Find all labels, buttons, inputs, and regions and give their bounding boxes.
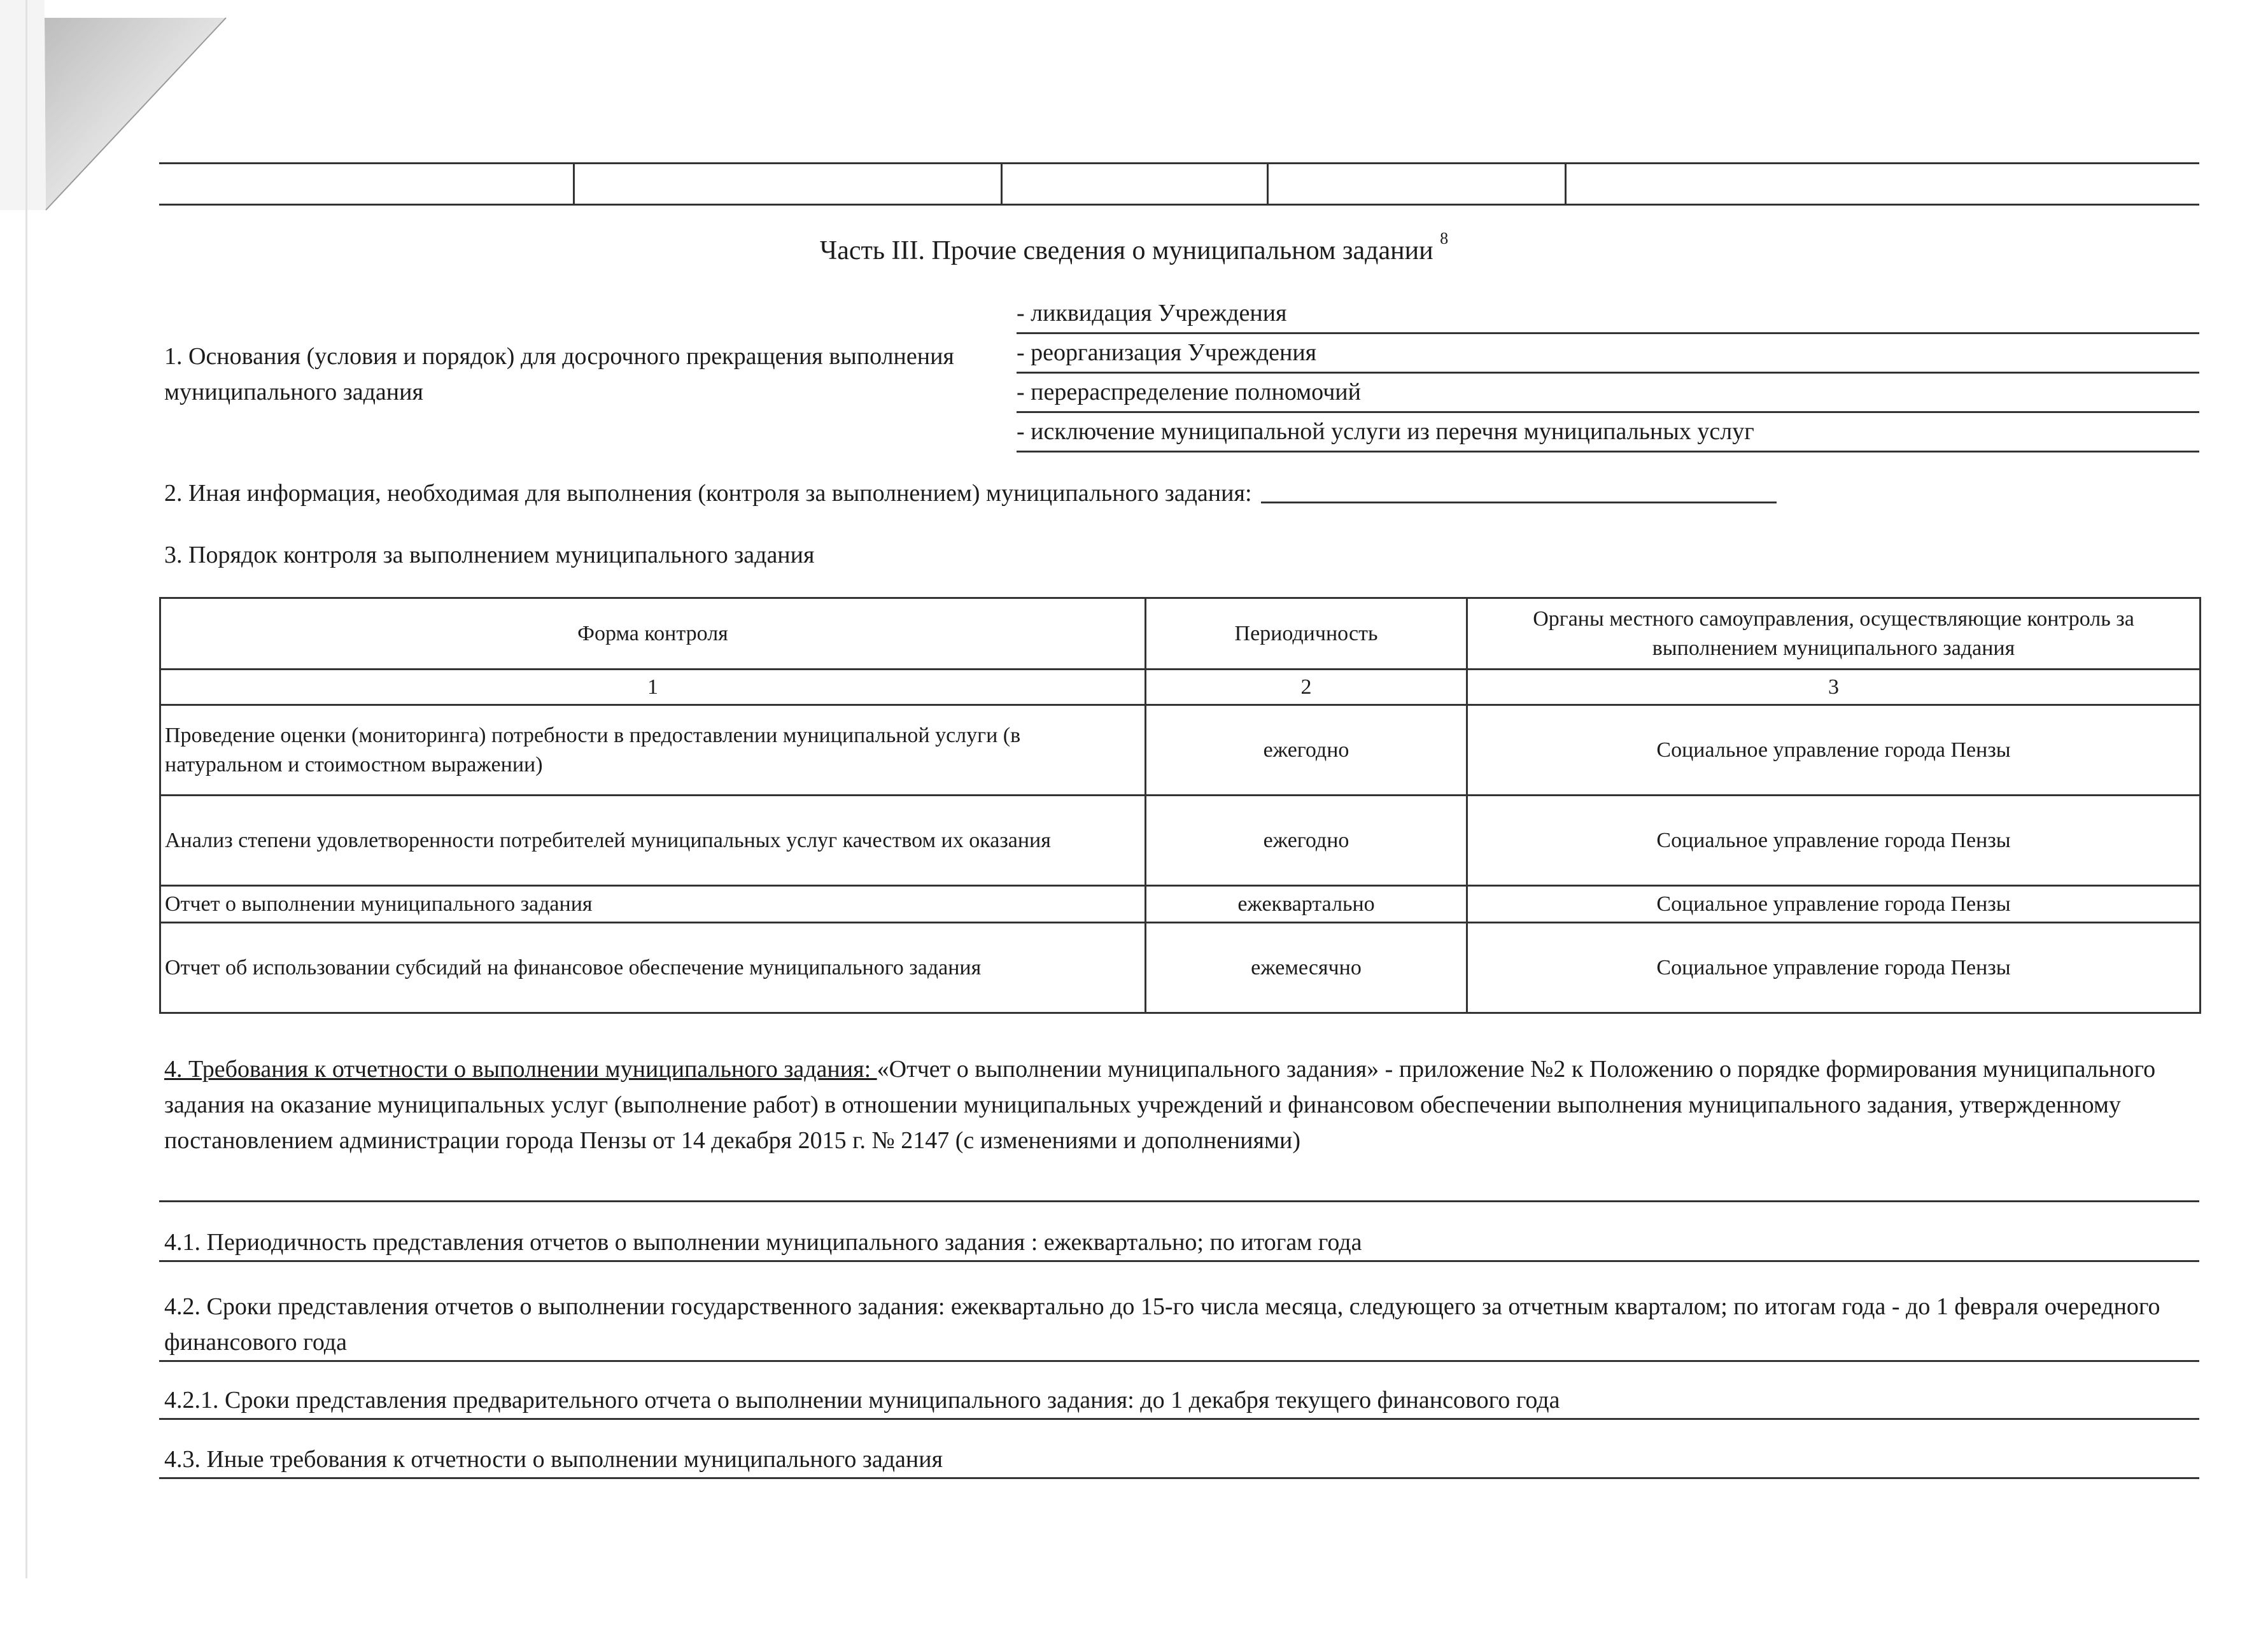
- reason-item: - исключение муниципальной услуги из перечня муниципальных услуг: [1017, 414, 2199, 453]
- termination-grounds-label: 1. Основания (условия и порядок) для досрочного прекращения выполнения муниципального задания: [164, 343, 954, 405]
- reporting-requirements-label: 4. Требования к отчетности о выполнении муниципального задания:: [164, 1056, 877, 1083]
- other-info-line: [164, 475, 2201, 511]
- control-form: Анализ степени удовлетворенности потребителей муниципальных услуг качеством их оказания: [160, 796, 1146, 886]
- column-number: 3: [1467, 670, 2201, 705]
- control-form: Проведение оценки (мониторинга) потребности в предоставлении муниципальной услуги (в натуральном и стоимостном выражении): [160, 705, 1146, 796]
- rule-line: [159, 1260, 2199, 1262]
- control-table: [159, 597, 2201, 1014]
- rule-line: [159, 1360, 2199, 1362]
- rule-line: [159, 1418, 2199, 1420]
- reporting-requirements-text: «Отчет о выполнении муниципального задания» - приложение №2 к Положению о порядке формирования муниципального задания на оказание муниципальных услуг (выполнение работ) в отношении муниципальных учреждений и финансовом обеспечении выполнения муниципального задания, утвержденному постановлением администрации города Пензы от 14 декабря 2015 г. № 2147 (с изменениями и дополнениями): [164, 1056, 2156, 1154]
- table-row: [160, 705, 2201, 796]
- control-procedure-title: 3. Порядок контроля за выполнением муниципального задания: [164, 542, 815, 568]
- control-form: Отчет об использовании субсидий на финансовое обеспечение муниципального задания: [160, 923, 1146, 1013]
- control-period: ежеквартально: [1146, 886, 1467, 923]
- previous-table-fragment: [159, 162, 2199, 206]
- control-period: ежегодно: [1146, 705, 1467, 796]
- reason-item: - перераспределение полномочий: [1017, 374, 2199, 413]
- control-body: Социальное управление города Пензы: [1467, 796, 2201, 886]
- header-bodies: Органы местного самоуправления, осуществляющие контроль за выполнением муниципального задания: [1467, 598, 2201, 670]
- control-period: ежемесячно: [1146, 923, 1467, 1013]
- blank-fill-line: [1261, 500, 1777, 503]
- rule-line: [159, 1200, 2199, 1202]
- header-form: Форма контроля: [160, 598, 1146, 670]
- footnote-mark: 8: [1440, 229, 1449, 248]
- header-period: Периодичность: [1146, 598, 1467, 670]
- preliminary-report-deadline: 4.2.1. Сроки представления предварительного отчета о выполнении муниципального задания: до 1 декабря текущего финансового года: [164, 1387, 1560, 1414]
- reason-item: - ликвидация Учреждения: [1017, 295, 2199, 334]
- table-row: [160, 886, 2201, 923]
- control-body: Социальное управление города Пензы: [1467, 886, 2201, 923]
- control-body: Социальное управление города Пензы: [1467, 705, 2201, 796]
- table-row: [160, 923, 2201, 1013]
- column-number: 1: [160, 670, 1146, 705]
- column-number: 2: [1146, 670, 1467, 705]
- report-deadlines: 4.2. Сроки представления отчетов о выполнении государственного задания: ежеквартально до 15-го числа месяца, следующего за отчетным кварталом; по итогам года - до 1 февраля очередного финансового года: [164, 1293, 2160, 1356]
- other-info-text: 2. Иная информация, необходимая для выполнения (контроля за выполнением) муниципального задания:: [164, 480, 1252, 507]
- column-number-row: [160, 670, 2201, 705]
- control-form: Отчет о выполнении муниципального задания: [160, 886, 1146, 923]
- rule-line: [159, 1477, 2199, 1479]
- control-period: ежегодно: [1146, 796, 1467, 886]
- part-title: [0, 229, 2268, 269]
- report-periodicity: 4.1. Периодичность представления отчетов о выполнении муниципального задания : ежеквартально; по итогам года: [164, 1229, 1362, 1256]
- table-row: [160, 796, 2201, 886]
- reporting-requirements: [164, 1051, 2201, 1158]
- control-body: Социальное управление города Пензы: [1467, 923, 2201, 1013]
- reason-item: - реорганизация Учреждения: [1017, 335, 2199, 374]
- table-header-row: [160, 598, 2201, 670]
- other-reporting-requirements: 4.3. Иные требования к отчетности о выполнении муниципального задания: [164, 1446, 943, 1473]
- part-title-text: Часть III. Прочие сведения о муниципальном задании: [819, 236, 1433, 265]
